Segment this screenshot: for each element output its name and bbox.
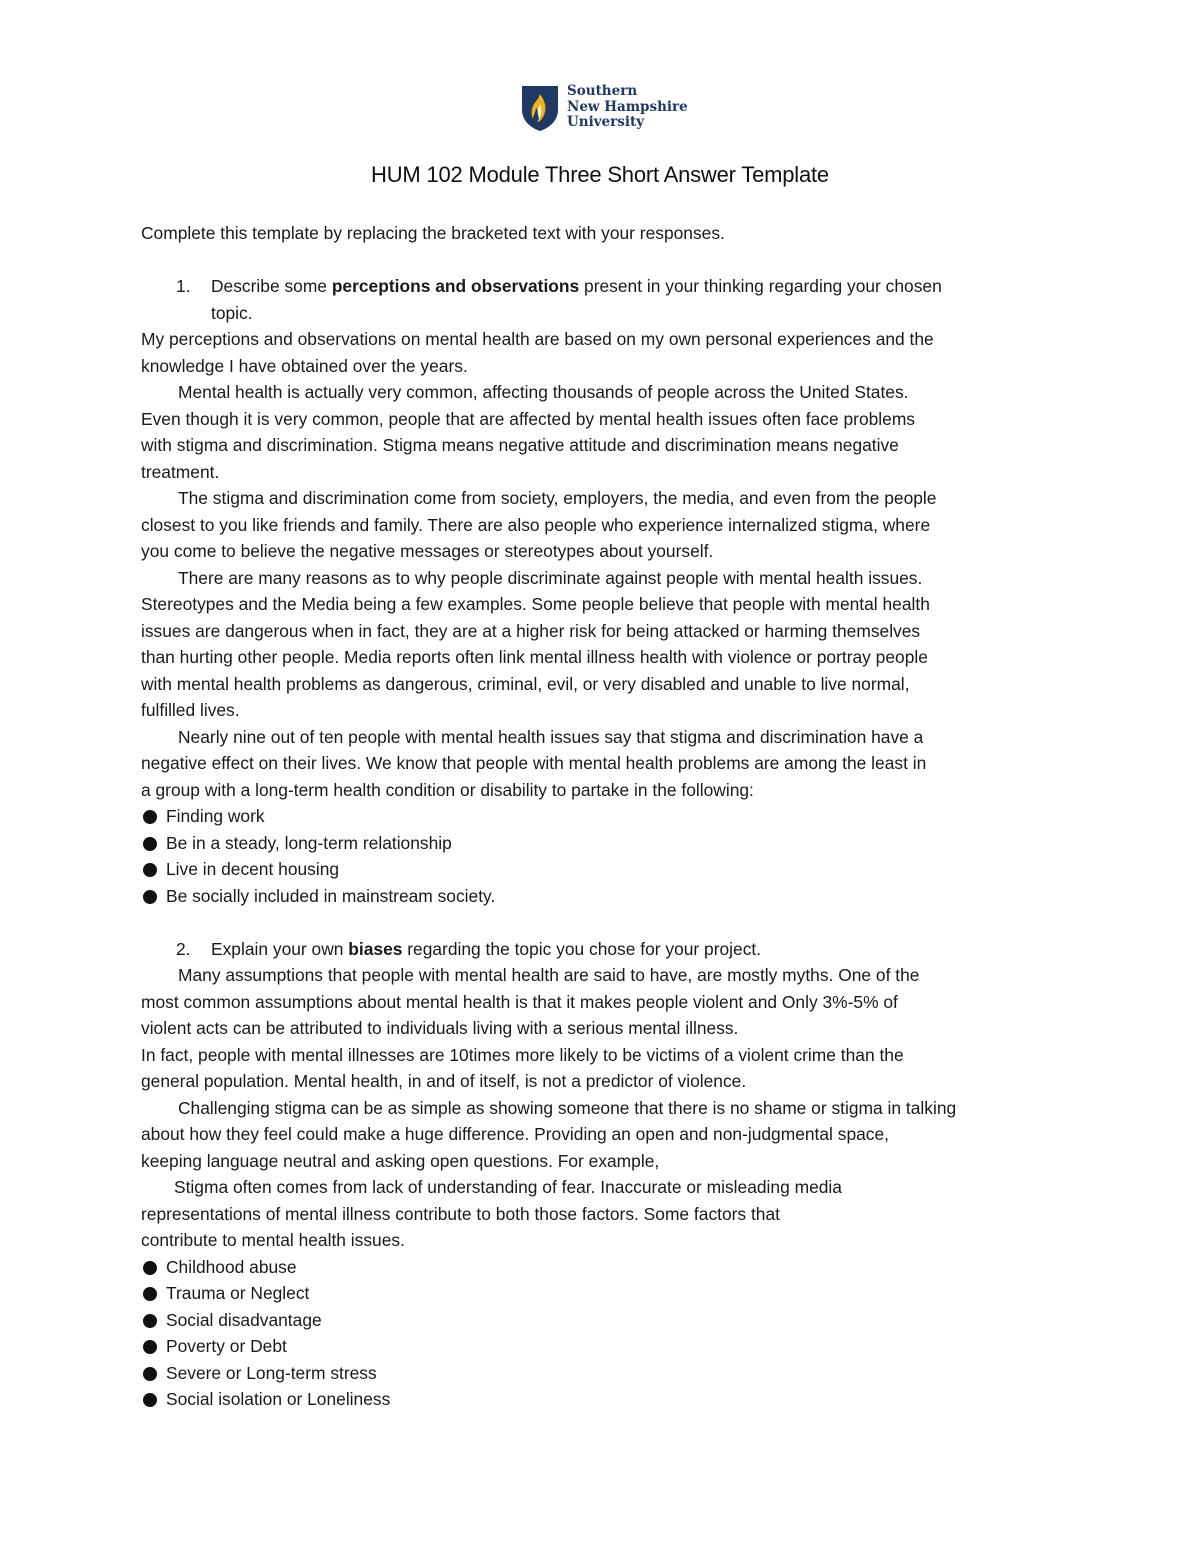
list-item-text: Trauma or Neglect <box>166 1283 310 1303</box>
list-item-text: Poverty or Debt <box>166 1336 287 1356</box>
list-item <box>141 803 1061 830</box>
answer-line: The stigma and discrimination come from society, employers, the media, and even from the people <box>178 488 937 508</box>
bullet-icon <box>143 1340 157 1354</box>
list-item <box>141 1360 1061 1387</box>
bullet-icon <box>143 1314 157 1328</box>
question-text: regarding the topic you chose for your project. <box>402 938 762 959</box>
answer-line: Nearly nine out of ten people with mental health issues say that stigma and discrimination have a <box>178 726 924 747</box>
list-item <box>141 1307 1061 1334</box>
list-item <box>141 856 1061 883</box>
list-item <box>141 1386 1061 1413</box>
list-item-text: Live in decent housing <box>166 859 340 879</box>
answer-line: than hurting other people. Media reports often link mental illness health with violence or portray people <box>141 647 928 667</box>
logo-line: New Hampshire <box>567 98 688 115</box>
list-item-text: Be socially included in mainstream society. <box>166 885 496 906</box>
answer-line: treatment. <box>141 461 220 482</box>
list-item <box>141 1280 1061 1307</box>
list-item <box>141 883 1061 910</box>
answer-line: with mental health problems as dangerous, criminal, evil, or very disabled and unable to live normal, <box>141 673 910 694</box>
answer-line: about how they feel could make a huge difference. Providing an open and non-judgmental space, <box>141 1124 889 1144</box>
question-text: Describe some <box>211 276 332 296</box>
answer-line: with stigma and discrimination. Stigma means negative attitude and discrimination means negative <box>141 435 899 455</box>
shield-flame-icon <box>520 84 560 132</box>
bullet-icon <box>143 890 157 904</box>
answer-line: negative effect on their lives. We know that people with mental health problems are among the least in <box>141 753 927 773</box>
question-number: 1. <box>176 276 191 296</box>
answer-line: closest to you like friends and family. There are also people who experience internalized stigma, where <box>141 514 931 535</box>
question-number: 2. <box>176 938 191 959</box>
bullet-icon <box>143 1287 157 1301</box>
answer-line: general population. Mental health, in and of itself, is not a predictor of violence. <box>141 1071 747 1091</box>
answer-line: knowledge I have obtained over the years. <box>141 355 468 376</box>
list-item-text: Social isolation or Loneliness <box>166 1389 391 1409</box>
answer-line: most common assumptions about mental health is that it makes people violent and Only 3%-5% of <box>141 991 898 1012</box>
answer-line: Stereotypes and the Media being a few examples. Some people believe that people with mental health <box>141 594 930 614</box>
answer-line: Challenging stigma can be as simple as showing someone that there is no shame or stigma in talking <box>178 1097 957 1118</box>
answer-line: violent acts can be attributed to individuals living with a serious mental illness. <box>141 1018 739 1038</box>
answer-line: Mental health is actually very common, affecting thousands of people across the United States. <box>178 382 909 402</box>
logo-wordmark <box>567 84 688 131</box>
list-item-text: Finding work <box>166 806 265 826</box>
answer-line: representations of mental illness contribute to both those factors. Some factors that <box>141 1203 780 1224</box>
bullet-icon <box>143 837 157 851</box>
answer-line: keeping language neutral and asking open questions. For example, <box>141 1150 660 1171</box>
answer-line: issues are dangerous when in fact, they are at a higher risk for being attacked or harming themselves <box>141 620 921 641</box>
answer-line: There are many reasons as to why people discriminate against people with mental health issues. <box>178 567 923 588</box>
question-text: Explain your own <box>211 938 349 959</box>
bullet-icon <box>143 810 157 824</box>
answer-2 <box>141 962 1061 1413</box>
list-item-text: Social disadvantage <box>166 1309 322 1330</box>
answer-line: My perceptions and observations on mental health are based on my own personal experiences and the <box>141 329 934 349</box>
question-text-wrap: topic. <box>211 302 253 323</box>
bullet-icon <box>143 1393 157 1407</box>
question-bold-term: biases <box>348 938 403 959</box>
list-item <box>141 830 1061 857</box>
bullet-icon <box>143 863 157 877</box>
answer-line: you come to believe the negative messages or stereotypes about yourself. <box>141 541 714 561</box>
question-text: present in your thinking regarding your chosen <box>579 276 942 296</box>
answer-line: fulfilled lives. <box>141 700 240 720</box>
answer-1 <box>141 326 1061 909</box>
university-logo <box>520 84 690 134</box>
bullet-icon <box>143 1367 157 1381</box>
list-item <box>141 1333 1061 1360</box>
answer-line: In fact, people with mental illnesses are 10times more likely to be victims of a violent crime than the <box>141 1044 904 1065</box>
document-body <box>141 220 1061 1413</box>
logo-line: University <box>567 114 645 130</box>
question-1 <box>141 273 1061 326</box>
instructions: Complete this template by replacing the bracketed text with your responses. <box>141 223 725 243</box>
page-title: HUM 102 Module Three Short Answer Template <box>371 162 829 187</box>
answer-line: Even though it is very common, people that are affected by mental health issues often face problems <box>141 408 916 429</box>
list-item-text: Childhood abuse <box>166 1256 297 1277</box>
question-2 <box>141 936 1061 963</box>
bullet-icon <box>143 1261 157 1275</box>
list-item-text: Be in a steady, long-term relationship <box>166 832 452 853</box>
list-item-text: Severe or Long-term stress <box>166 1362 377 1383</box>
logo-line: Southern <box>567 83 638 99</box>
list-item <box>141 1254 1061 1281</box>
answer-line: contribute to mental health issues. <box>141 1230 405 1250</box>
question-bold-term: perceptions and observations <box>331 276 580 296</box>
answer-line: Stigma often comes from lack of understanding of fear. Inaccurate or misleading media <box>174 1177 842 1197</box>
answer-line: a group with a long-term health condition or disability to partake in the following: <box>141 779 754 800</box>
answer-line: Many assumptions that people with mental health are said to have, are mostly myths. One of the <box>178 965 920 985</box>
